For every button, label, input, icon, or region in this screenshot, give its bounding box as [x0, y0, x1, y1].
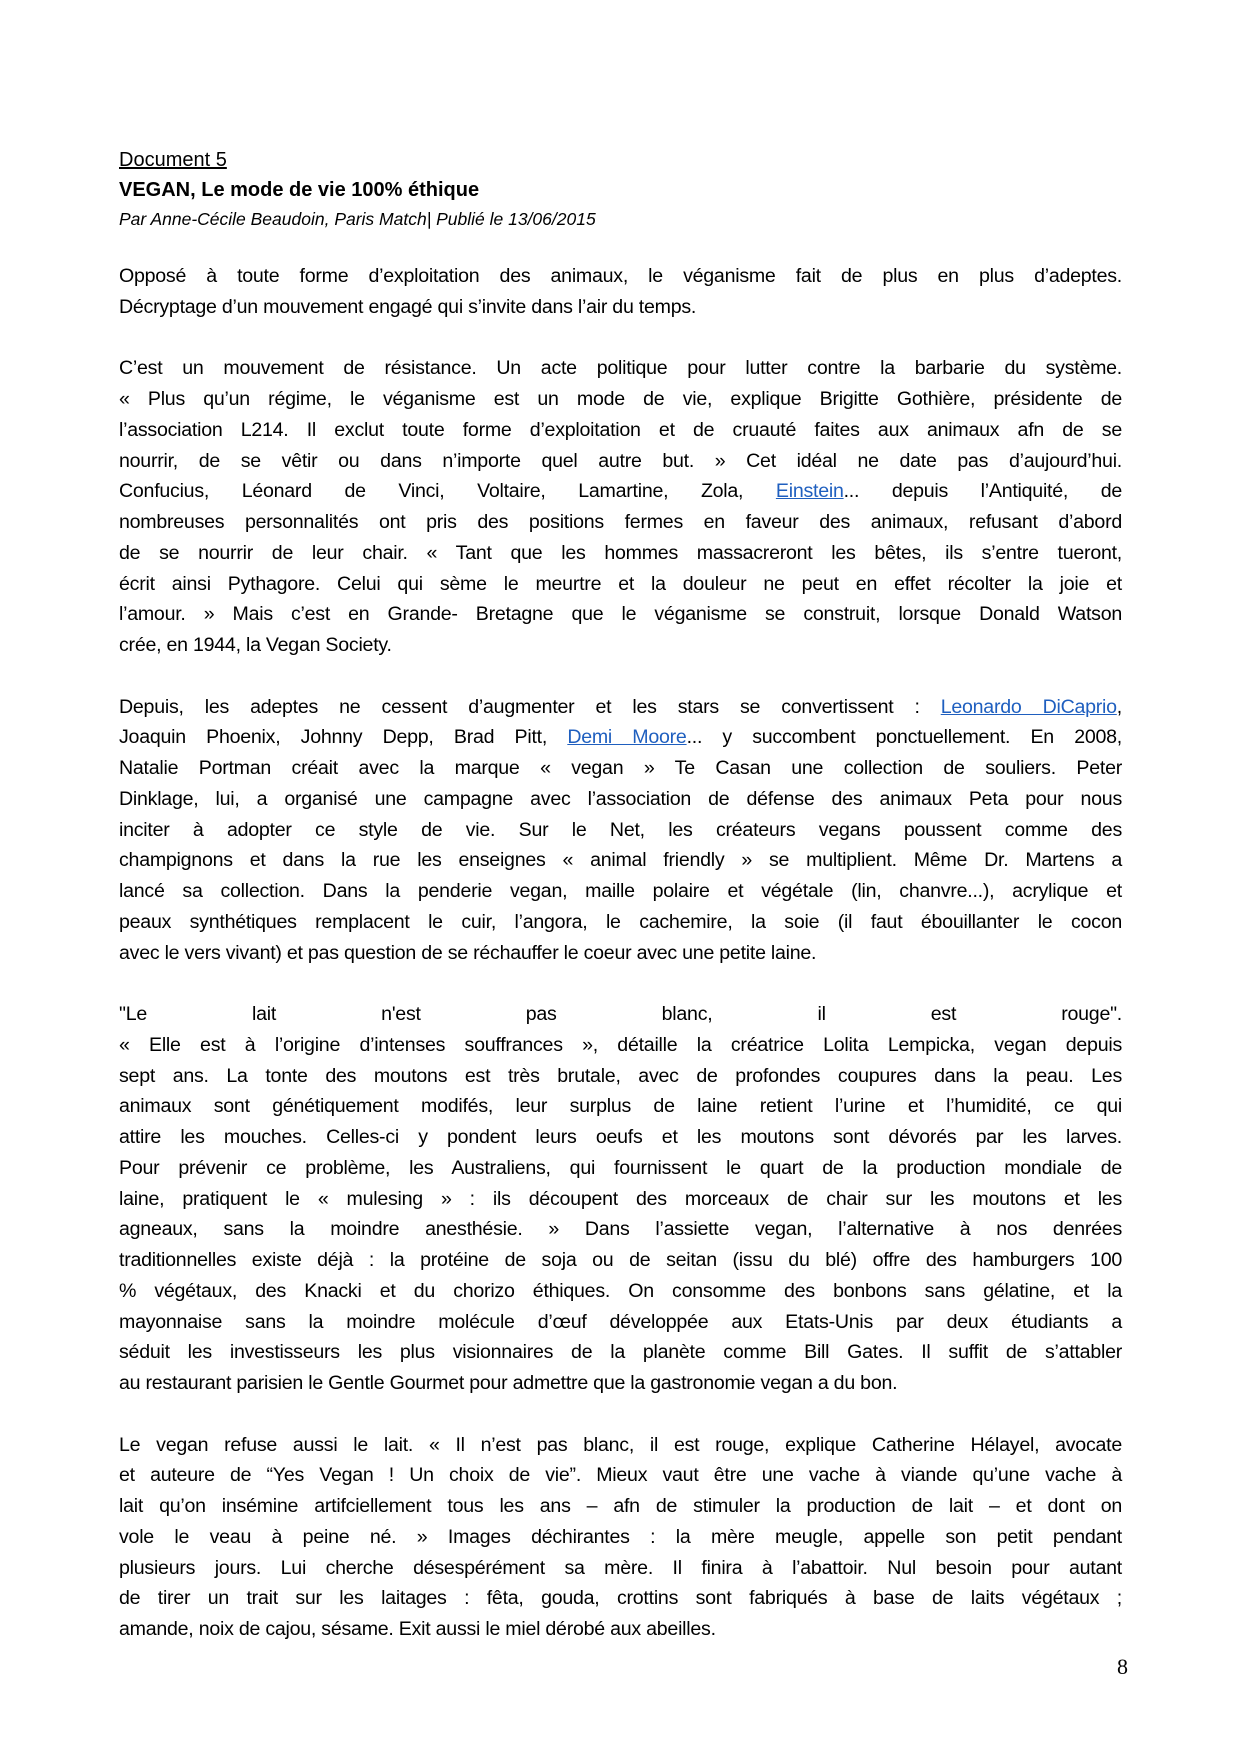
text-line	[119, 1122, 1122, 1153]
text-line	[119, 999, 1122, 1030]
text-line	[119, 1214, 1122, 1245]
text-segment: agneaux, sans la moindre anesthésie. » Dans l’assiette vegan, l’alternative à nos denrées	[119, 1218, 1122, 1241]
text-segment: Opposé à toute forme d’exploitation des animaux, le véganisme fait de plus en plus d’adeptes.	[119, 265, 1122, 287]
text-line	[119, 722, 1122, 753]
text-segment: traditionnelles existe déjà : la protéine de soja ou de seitan (issu du blé) offre des hamburgers 100	[119, 1249, 1122, 1271]
text-segment: « Elle est à l’origine d’intenses souffrances », détaille la créatrice Lolita Lempicka, vegan depuis	[119, 1033, 1122, 1056]
document-label: Document 5	[119, 149, 227, 171]
text-segment: Confucius, Léonard de Vinci, Voltaire, Lamartine, Zola,	[119, 480, 776, 503]
text-segment: inciter à adopter ce style de vie. Sur le Net, les créateurs vegans poussent comme des	[119, 818, 1122, 841]
text-segment: nombreuses personnalités ont pris des positions fermes en faveur des animaux, refusant d’abord	[119, 511, 1122, 533]
text-line	[119, 784, 1122, 815]
text-line	[119, 599, 1122, 630]
text-segment: C’est un mouvement de résistance. Un acte politique pour lutter contre la barbarie du système.	[119, 357, 1122, 380]
text-line	[119, 569, 1122, 600]
text-line	[119, 1276, 1122, 1307]
text-segment: Décryptage d’un mouvement engagé qui s’invite dans l’air du temps.	[119, 295, 697, 318]
text-line	[119, 1153, 1122, 1184]
text-line	[119, 538, 1122, 569]
text-line	[119, 1430, 1122, 1461]
text-line	[119, 1553, 1122, 1584]
text-line	[119, 1368, 1122, 1399]
text-line	[119, 292, 1122, 323]
text-line	[119, 261, 1122, 292]
text-segment: ... depuis l’Antiquité, de	[843, 480, 1122, 503]
text-line	[119, 1460, 1122, 1491]
text-line	[119, 753, 1122, 784]
text-segment: séduit les investisseurs les plus visionnaires de la planète comme Bill Gates. Il suffit de s’attabler	[119, 1341, 1122, 1364]
paragraph	[119, 353, 1122, 661]
text-segment: nourrir, de se vêtir ou dans n’importe quel autre but. » Cet idéal ne date pas d’aujourd’hui.	[119, 449, 1122, 472]
text-segment: crée, en 1944, la Vegan Society.	[119, 634, 392, 656]
paragraph	[119, 1430, 1122, 1645]
text-line	[119, 415, 1122, 446]
text-segment: vole le veau à peine né. » Images déchirantes : la mère meugle, appelle son petit pendant	[119, 1525, 1122, 1548]
text-line	[119, 384, 1122, 415]
article-title: VEGAN, Le mode de vie 100% éthique	[119, 179, 480, 201]
text-segment: de tirer un trait sur les laitages : fêta, gouda, crottins sont fabriqués à base de laits végétaux ;	[119, 1587, 1122, 1610]
paragraph	[119, 692, 1122, 969]
text-line	[119, 476, 1122, 507]
text-segment: laine, pratiquent le « mulesing » : ils découpent des morceaux de chair sur les moutons et les	[119, 1187, 1122, 1210]
text-segment: lait qu’on insémine artifciellement tous les ans – afn de stimuler la production de lait – et dont on	[119, 1495, 1122, 1517]
text-line	[119, 630, 1122, 661]
text-segment: écrit ainsi Pythagore. Celui qui sème le meurtre et la douleur ne peut en effet récolter la joie et	[119, 572, 1122, 595]
text-segment: attire les mouches. Celles-ci y pondent leurs oeufs et les moutons sont dévorés par les larves.	[119, 1126, 1122, 1148]
text-segment: amande, noix de cajou, sésame. Exit aussi le miel dérobé aux abeilles.	[119, 1618, 716, 1640]
text-line	[119, 1583, 1122, 1614]
text-line	[119, 1061, 1122, 1092]
text-line	[119, 907, 1122, 938]
text-segment: Le vegan refuse aussi le lait. « Il n’est pas blanc, il est rouge, explique Catherine Hélayel, avocate	[119, 1433, 1122, 1456]
text-line	[119, 1307, 1122, 1338]
text-line	[119, 1337, 1122, 1368]
text-segment: plusieurs jours. Lui cherche désespérément sa mère. Il finira à l’abattoir. Nul besoin pour autant	[119, 1556, 1122, 1579]
text-segment: animaux sont génétiquement modifés, leur surplus de laine retient l’urine et l’humidité, ce qui	[119, 1095, 1122, 1118]
text-segment: « Plus qu’un régime, le véganisme est un mode de vie, explique Brigitte Gothière, présidente de	[119, 388, 1122, 410]
article-byline: Par Anne-Cécile Beaudoin, Paris Match| Publié le 13/06/2015	[119, 209, 596, 229]
article-body	[119, 261, 1122, 1676]
text-line	[119, 1184, 1122, 1215]
text-segment: Natalie Portman créait avec la marque « vegan » Te Casan une collection de souliers. Peter	[119, 757, 1122, 779]
text-segment: "Le lait n'est pas blanc, il est rouge".	[119, 1003, 1122, 1025]
text-line	[119, 876, 1122, 907]
text-segment: sept ans. La tonte des moutons est très brutale, avec de profondes coupures dans la peau. Les	[119, 1064, 1122, 1087]
text-segment: Pour prévenir ce problème, les Australiens, qui fournissent le quart de la production mondiale de	[119, 1156, 1122, 1179]
hyperlink-leonardo-dicaprio[interactable]: Leonardo DiCaprio	[940, 695, 1117, 718]
text-line	[119, 1245, 1122, 1276]
text-segment: ,	[1116, 695, 1122, 718]
text-line	[119, 1614, 1122, 1645]
paragraph	[119, 999, 1122, 1399]
text-segment: l’amour. » Mais c’est en Grande- Bretagne que le véganisme se construit, lorsque Donald Watson	[119, 603, 1122, 626]
text-line	[119, 1091, 1122, 1122]
text-segment: mayonnaise sans la moindre molécule d’œuf développée aux Etats-Unis par deux étudiants a	[119, 1310, 1122, 1333]
text-segment: champignons et dans la rue les enseignes « animal friendly » se multiplient. Même Dr. Martens a	[119, 849, 1122, 872]
page-number: 8	[1117, 1654, 1128, 1679]
paragraph	[119, 261, 1122, 323]
text-segment: Dinklage, lui, a organisé une campagne avec l’association de défense des animaux Peta pour nous	[119, 787, 1122, 810]
text-line	[119, 353, 1122, 384]
text-segment: avec le vers vivant) et pas question de se réchauffer le coeur avec une petite laine.	[119, 941, 817, 964]
text-segment: l’association L214. Il exclut toute forme d’exploitation et de cruauté faites aux animaux afn de se	[119, 418, 1122, 441]
text-segment: et auteure de “Yes Vegan ! Un choix de vie”. Mieux vaut être une vache à viande qu’une vache à	[119, 1464, 1122, 1487]
hyperlink-einstein[interactable]: Einstein	[775, 480, 844, 503]
text-line	[119, 815, 1122, 846]
text-line	[119, 1522, 1122, 1553]
text-line	[119, 1030, 1122, 1061]
text-segment: % végétaux, des Knacki et du chorizo éthiques. On consomme des bonbons sans gélatine, et la	[119, 1279, 1122, 1302]
text-line	[119, 1491, 1122, 1522]
text-segment: de se nourrir de leur chair. « Tant que les hommes massacreront les bêtes, ils s’entre tueront,	[119, 541, 1122, 564]
hyperlink-demi-moore[interactable]: Demi Moore	[567, 726, 687, 749]
text-segment: peaux synthétiques remplacent le cuir, l’angora, le cachemire, la soie (il faut ébouillanter le cocon	[119, 910, 1122, 933]
text-line	[119, 507, 1122, 538]
text-segment: lancé sa collection. Dans la penderie vegan, maille polaire et végétale (lin, chanvre...), acrylique et	[119, 880, 1122, 902]
text-segment: Joaquin Phoenix, Johnny Depp, Brad Pitt,	[119, 726, 568, 749]
text-line	[119, 446, 1122, 477]
text-line	[119, 938, 1122, 969]
text-segment: ... y succombent ponctuellement. En 2008,	[686, 726, 1122, 749]
text-segment: Depuis, les adeptes ne cessent d’augmenter et les stars se convertissent :	[119, 695, 941, 718]
text-line	[119, 845, 1122, 876]
text-segment: au restaurant parisien le Gentle Gourmet pour admettre que la gastronomie vegan a du bon.	[119, 1372, 898, 1394]
text-line	[119, 692, 1122, 723]
